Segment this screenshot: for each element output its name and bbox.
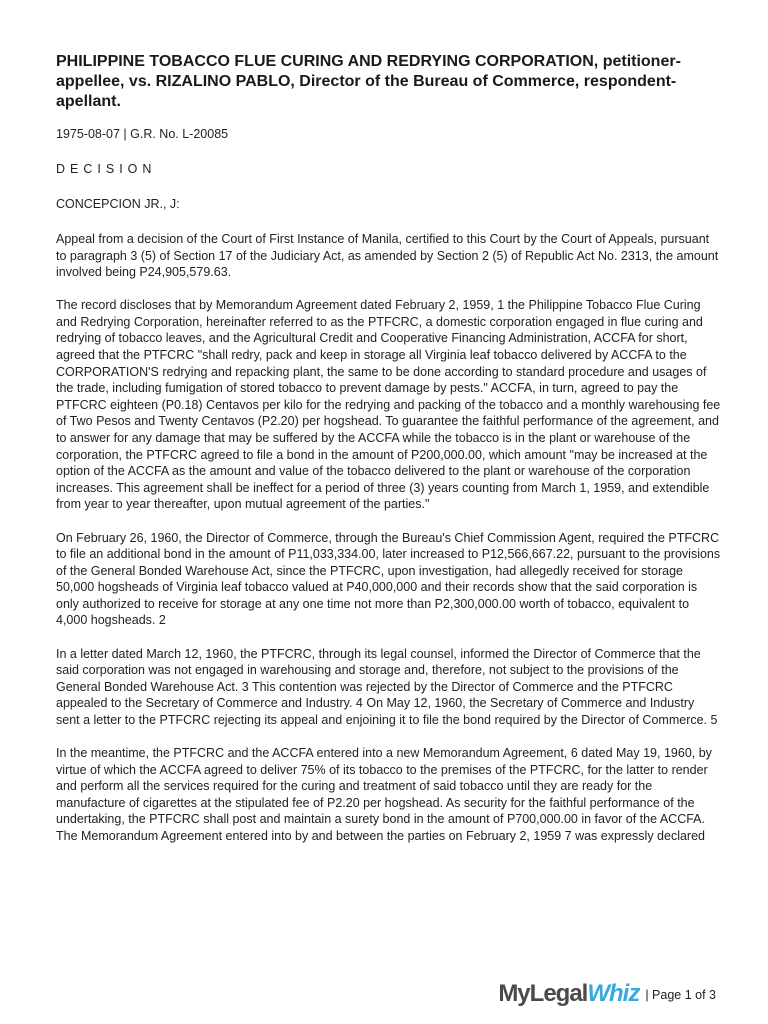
case-meta: 1975-08-07 | G.R. No. L-20085	[56, 127, 229, 141]
paragraph: On February 26, 1960, the Director of Commerce, through the Bureau's Chief Commission Agent, required the PTFCRC to file an additional bond in the amount of P11,033,334.00, later increased to P12,566,667.22, pursuant to the provisions of the General Bonded Warehouse Act, since the PTFCRC, upon investigation, had allegedly received for storage 50,000 hogsheads of Virginia leaf tobacco valued at P40,000,000 and their records show that the said corporation is only authorized to receive for storage at any one time not more than P2,300,000.00 worth of tobacco, equivalent to 4,000 hogsheads. 2	[56, 530, 721, 628]
document-body	[56, 52, 721, 861]
paragraph: The record discloses that by Memorandum Agreement dated February 2, 1959, 1 the Philippine Tobacco Flue Curing and Redrying Corporation, hereinafter referred to as the PTFCRC, a domestic corporation engaged in flue curing and redrying of tobacco leaves, and the Agricultural Credit and Cooperative Financing Administration, ACCFA for short, agreed that the PTFCRC "shall redry, pack and keep in storage all Virginia leaf tobacco delivered by ACCFA to the CORPORATION'S redrying and repacking plant, the same to be done according to standard procedure and usages of the trade, including fumigation of stored tobacco to prevent damage by pests." ACCFA, in turn, agreed to pay the PTFCRC eighteen (P0.18) Centavos per kilo for the redrying and packing of the tobacco and a monthly warehousing fee of Two Pesos and Twenty Centavos (P2.20) per hogshead. To guarantee the faithful performance of the agreement, and to answer for any damage that may be suffered by the ACCFA while the tobacco is in the plant or warehouse of the corporation, the PTFCRC agreed to file a bond in the amount of P200,000.00, which amount "may be increased at the option of the ACCFA as the amount and value of the tobacco delivered to the plant or warehouse of the corporation increases. This agreement shall be ineffect for a period of three (3) years counting from March 1, 1959, and extendible from year to year thereafter, upon mutual agreement of the parties."	[56, 298, 721, 512]
mylegalwhiz-logo[interactable]: MyLegalWhiz	[498, 980, 640, 1007]
ponente: CONCEPCION JR., J:	[56, 197, 180, 211]
page-number: | Page 1 of 3	[645, 988, 716, 1002]
paragraph: In the meantime, the PTFCRC and the ACCFA entered into a new Memorandum Agreement, 6 dated May 19, 1960, by virtue of which the ACCFA agreed to deliver 75% of its tobacco to the premises of the PTFCRC, for the latter to render and perform all the services required for the curing and treatment of said tobacco until they are ready for the manufacture of cigarettes at the stipulated fee of P2.20 per hogshead. As security for the faithful performance of the undertaking, the PTFCRC shall post and maintain a surety bond in the amount of P700,000.00 in favor of the ACCFA. The Memorandum Agreement entered into by and between the parties on February 2, 1959 7 was expressly declared	[56, 746, 712, 843]
paragraph: In a letter dated March 12, 1960, the PTFCRC, through its legal counsel, informed the Director of Commerce that the said corporation was not engaged in warehousing and storage and, therefore, not subject to the provisions of the General Bonded Warehouse Act. 3 This contention was rejected by the Director of Commerce and the PTFCRC appealed to the Secretary of Commerce and Industry. 4 On May 12, 1960, the Secretary of Commerce and Industry sent a letter to the PTFCRC rejecting its appeal and enjoining it to file the bond required by the Director of Commerce. 5	[56, 646, 718, 727]
case-title: PHILIPPINE TOBACCO FLUE CURING AND REDRYING CORPORATION, petitioner-appellee, vs. RIZALINO PABLO, Director of the Bureau of Commerce, respondent-apellant.	[56, 53, 681, 110]
paragraph: Appeal from a decision of the Court of First Instance of Manila, certified to this Court by the Court of Appeals, pursuant to paragraph 3 (5) of Section 17 of the Judiciary Act, as amended by Section 2 (5) of Republic Act No. 2313, the amount involved being P24,905,579.63.	[56, 232, 719, 280]
decision-heading: DECISION	[56, 162, 157, 176]
page-footer	[498, 982, 716, 1006]
